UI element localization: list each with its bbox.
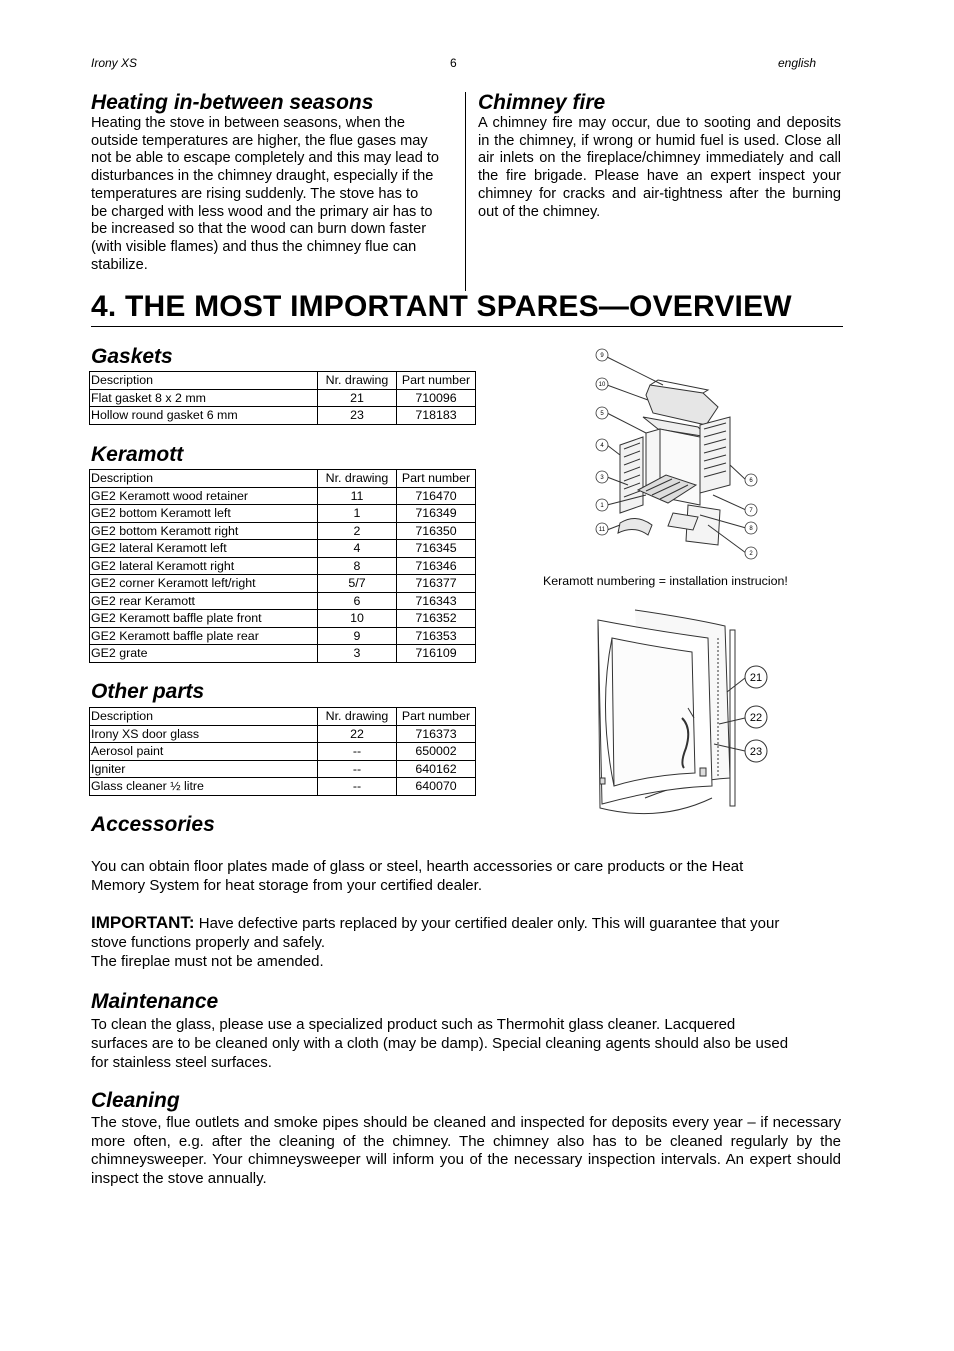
table-cell: GE2 lateral Keramott right	[90, 557, 318, 575]
other-parts-title: Other parts	[91, 680, 205, 703]
gaskets-title: Gaskets	[91, 345, 173, 368]
table-cell: 716345	[397, 540, 476, 558]
heating-line: stabilize.	[91, 256, 148, 273]
table-cell: --	[318, 760, 397, 778]
diagram-label: 8	[749, 526, 753, 532]
table-cell: 11	[318, 487, 397, 505]
table-row	[90, 557, 476, 575]
table-cell: Irony XS door glass	[90, 725, 318, 743]
column-header: Description	[90, 708, 318, 726]
accessories-line: You can obtain floor plates made of glass or steel, hearth accessories or care products or the Heat	[91, 858, 744, 875]
diagram-label: 5	[600, 411, 604, 417]
table-cell: GE2 Keramott wood retainer	[90, 487, 318, 505]
table-row	[90, 522, 476, 540]
table-cell: 10	[318, 610, 397, 628]
header-language: english	[778, 56, 817, 70]
table-row	[90, 592, 476, 610]
column-header: Part number	[397, 708, 476, 726]
table-cell: GE2 grate	[90, 645, 318, 663]
table-header-row	[90, 470, 476, 488]
important-note	[91, 913, 851, 971]
diagram-label: 4	[600, 443, 604, 449]
column-header: Nr. drawing	[318, 708, 397, 726]
heating-line: Heating the stove in between seasons, when the	[91, 115, 405, 131]
table-cell: 21	[318, 389, 397, 407]
table-cell: 710096	[397, 389, 476, 407]
important-text: The fireplae must not be amended.	[91, 953, 324, 970]
header-page-number: 6	[450, 56, 457, 70]
table-cell: Igniter	[90, 760, 318, 778]
table-cell: 718183	[397, 407, 476, 425]
table-cell: GE2 bottom Keramott right	[90, 522, 318, 540]
table-row	[90, 743, 476, 761]
accessories-text	[91, 857, 851, 895]
table-header-row	[90, 372, 476, 390]
table-row	[90, 627, 476, 645]
column-divider	[465, 92, 466, 291]
table-cell: 2	[318, 522, 397, 540]
cleaning-text: The stove, flue outlets and smoke pipes should be cleaned and inspected for deposits every year – if necessary more often, e.g. after the cleaning of the chimney. The chimney also has to be cleaned regularly by the chimneysweeper. Your chimneysweeper will inform you of the necessary inspection intervals. An expert should inspect the stove annually.	[91, 1114, 841, 1187]
table-cell: 716353	[397, 627, 476, 645]
important-text: Have defective parts replaced by your certified dealer only. This will guarantee that your	[198, 915, 780, 932]
maintenance-line: To clean the glass, please use a specialized product such as Thermohit glass cleaner. Lacquered	[91, 1016, 736, 1033]
column-header: Description	[90, 372, 318, 390]
table-cell: 716343	[397, 592, 476, 610]
diagram-label: 11	[598, 527, 606, 533]
maintenance-line: surfaces are to be cleaned only with a cloth (may be damp). Special cleaning agents should also be used	[91, 1035, 789, 1052]
table-cell: 640162	[397, 760, 476, 778]
diagram-label: 7	[749, 508, 753, 514]
chimney-title: Chimney fire	[478, 91, 606, 114]
table-cell: GE2 Keramott baffle plate rear	[90, 627, 318, 645]
chimney-section	[478, 91, 841, 221]
table-cell: 716350	[397, 522, 476, 540]
table-cell: Aerosol paint	[90, 743, 318, 761]
chimney-text: A chimney fire may occur, due to sooting and deposits in the chimney, if wrong or humid fuel is used. Close all air inlets on the fireplace/chimney immediately and call the fire brigade. Please have an expert inspect your chimney for cracks and air-tightness after the burning out of the chimney.	[478, 115, 841, 220]
table-cell: 716377	[397, 575, 476, 593]
important-text: stove functions properly and safely.	[91, 934, 326, 951]
table-cell: 716470	[397, 487, 476, 505]
table-row	[90, 540, 476, 558]
table-cell: 23	[318, 407, 397, 425]
maintenance-title: Maintenance	[91, 990, 219, 1013]
heating-line: (with visible flames) and thus the chimney flue can	[91, 238, 417, 255]
heating-line: temperatures are rising suddenly. The stove has to	[91, 185, 419, 202]
heating-line: be increased so that the wood can burn down faster	[91, 221, 427, 238]
table-cell: 9	[318, 627, 397, 645]
table-row	[90, 645, 476, 663]
column-header: Part number	[397, 470, 476, 488]
table-cell: GE2 lateral Keramott left	[90, 540, 318, 558]
heating-text	[91, 115, 461, 274]
maintenance-line: for stainless steel surfaces.	[91, 1054, 272, 1071]
table-cell: 640070	[397, 778, 476, 796]
diagram-label: 6	[749, 478, 753, 484]
table-row	[90, 389, 476, 407]
cleaning-title: Cleaning	[91, 1089, 180, 1112]
section-heading: 4. THE MOST IMPORTANT SPARES—OVERVIEW	[91, 290, 792, 323]
other-parts-table	[89, 707, 476, 796]
table-row	[90, 505, 476, 523]
table-cell: 716352	[397, 610, 476, 628]
table-row	[90, 760, 476, 778]
table-row	[90, 407, 476, 425]
heating-line: outside temperatures are higher, the flue gases may	[91, 132, 428, 149]
heating-line: be charged with less wood and the primary air has to	[91, 203, 433, 220]
diagram-label: 21	[749, 672, 763, 684]
table-cell: 650002	[397, 743, 476, 761]
table-cell: GE2 bottom Keramott left	[90, 505, 318, 523]
accessories-title: Accessories	[91, 813, 215, 836]
table-cell: 1	[318, 505, 397, 523]
heating-line: disturbances in the chimney draught, especially if the	[91, 168, 434, 185]
keramott-title: Keramott	[91, 443, 184, 466]
accessories-line: Memory System for heat storage from your certified dealer.	[91, 877, 482, 894]
diagram-caption: Keramott numbering = installation instrucion!	[543, 574, 788, 588]
diagram-label: 23	[749, 746, 763, 758]
table-cell: 716346	[397, 557, 476, 575]
diagram-label: 2	[749, 551, 753, 557]
keramott-exploded-diagram	[588, 345, 768, 565]
table-cell: 716109	[397, 645, 476, 663]
table-cell: --	[318, 743, 397, 761]
column-header: Description	[90, 470, 318, 488]
important-label: IMPORTANT:	[91, 913, 195, 932]
table-cell: 6	[318, 592, 397, 610]
gaskets-table	[89, 371, 476, 425]
diagram-label: 9	[600, 353, 604, 359]
table-cell: Flat gasket 8 x 2 mm	[90, 389, 318, 407]
door-gasket-diagram	[590, 608, 780, 820]
heating-title: Heating in-between seasons	[91, 91, 374, 114]
table-row	[90, 725, 476, 743]
table-row	[90, 610, 476, 628]
keramott-table	[89, 469, 476, 663]
column-header: Part number	[397, 372, 476, 390]
header-document-title: Irony XS	[91, 56, 138, 70]
table-cell: 3	[318, 645, 397, 663]
heating-line: not be able to escape completely and this may lead to	[91, 150, 440, 167]
diagram-label: 1	[600, 503, 604, 509]
heating-section	[91, 91, 461, 274]
table-cell: 4	[318, 540, 397, 558]
table-cell: 5/7	[318, 575, 397, 593]
table-cell: Hollow round gasket 6 mm	[90, 407, 318, 425]
table-cell: 716373	[397, 725, 476, 743]
diagram-label: 22	[749, 712, 763, 724]
table-cell: GE2 corner Keramott left/right	[90, 575, 318, 593]
maintenance-text	[91, 1015, 851, 1072]
column-header: Nr. drawing	[318, 372, 397, 390]
section-heading-rule	[91, 326, 843, 327]
table-cell: 22	[318, 725, 397, 743]
diagram-label: 10	[598, 382, 606, 388]
table-cell: --	[318, 778, 397, 796]
table-cell: Glass cleaner ½ litre	[90, 778, 318, 796]
diagram-label: 3	[600, 475, 604, 481]
table-cell: GE2 rear Keramott	[90, 592, 318, 610]
table-row	[90, 778, 476, 796]
table-header-row	[90, 708, 476, 726]
table-cell: 8	[318, 557, 397, 575]
table-cell: 716349	[397, 505, 476, 523]
table-row	[90, 487, 476, 505]
column-header: Nr. drawing	[318, 470, 397, 488]
table-cell: GE2 Keramott baffle plate front	[90, 610, 318, 628]
table-row	[90, 575, 476, 593]
